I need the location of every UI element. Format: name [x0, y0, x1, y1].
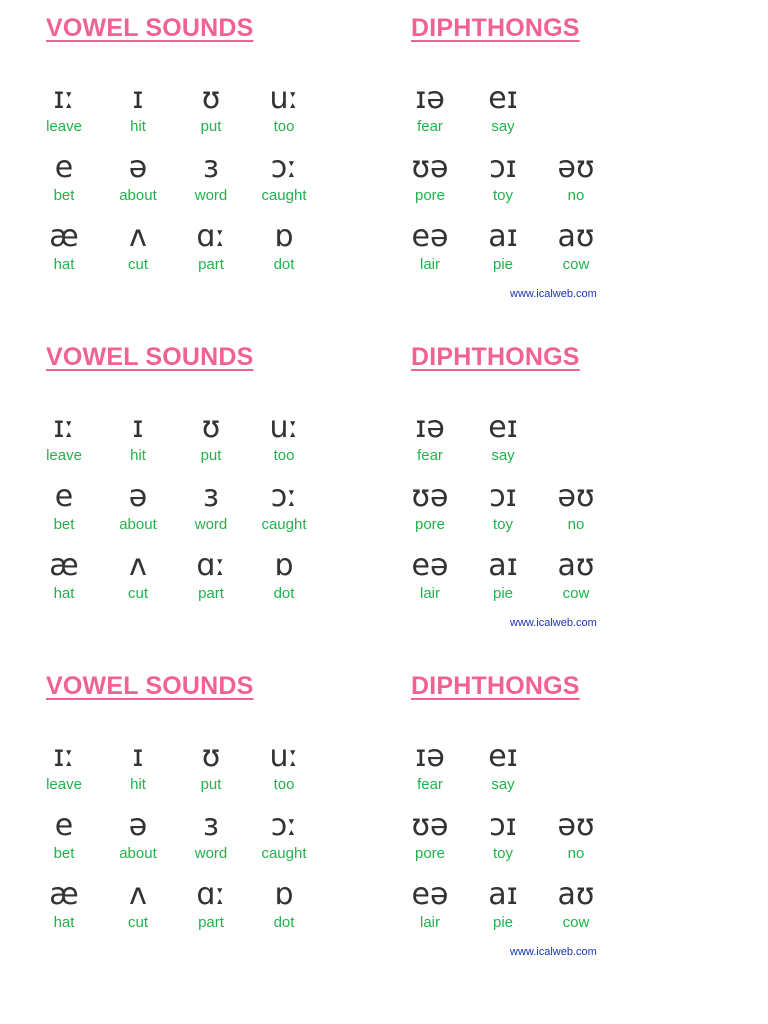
- example-word: dot: [273, 256, 295, 273]
- vowel-cell: [96, 411, 180, 471]
- ipa-symbol: ə: [128, 479, 148, 514]
- ipa-symbol: aʊ: [557, 877, 595, 912]
- example-word: lair: [419, 914, 440, 931]
- example-word: hit: [130, 447, 146, 464]
- ipa-symbol: ʊə: [411, 479, 449, 514]
- example-word: cut: [127, 914, 148, 931]
- example-word: hat: [53, 585, 75, 602]
- diphthongs-heading: DIPHTHONGS: [411, 672, 580, 700]
- vowel-cell: [169, 549, 253, 609]
- ipa-symbol: ɑː: [196, 219, 226, 254]
- diphthongs-heading: DIPHTHONGS: [411, 343, 580, 371]
- vowel-cell: [22, 549, 106, 609]
- ipa-symbol: ɪː: [53, 81, 75, 116]
- ipa-symbol: ɜ: [203, 808, 219, 843]
- ipa-symbol: ɒ: [274, 877, 294, 912]
- diphthong-cell: [388, 878, 472, 938]
- ipa-symbol: ə: [128, 150, 148, 185]
- vowel-sounds-heading: VOWEL SOUNDS: [46, 343, 254, 371]
- vowel-cell: [169, 809, 253, 869]
- example-word: toy: [492, 187, 513, 204]
- vowel-sounds-heading: VOWEL SOUNDS: [46, 14, 254, 42]
- vowel-sounds-heading: VOWEL SOUNDS: [46, 672, 254, 700]
- diphthong-cell: [534, 809, 618, 869]
- example-word: cow: [562, 585, 590, 602]
- diphthong-cell: [534, 220, 618, 280]
- diphthong-cell: [534, 151, 618, 211]
- vowel-cell: [96, 220, 180, 280]
- website-url-link[interactable]: www.icalweb.com: [510, 946, 597, 958]
- example-word: caught: [261, 845, 307, 862]
- ipa-symbol: ɒ: [274, 548, 294, 583]
- vowel-cell: [96, 82, 180, 142]
- example-word: about: [119, 516, 157, 533]
- example-word: word: [194, 187, 228, 204]
- diphthong-cell: [388, 480, 472, 540]
- vowel-cell: [22, 809, 106, 869]
- example-word: no: [567, 516, 585, 533]
- example-word: dot: [273, 585, 295, 602]
- example-word: part: [198, 914, 224, 931]
- example-word: pie: [492, 914, 514, 931]
- ipa-symbol: e: [54, 479, 74, 514]
- diphthong-cell: [461, 220, 545, 280]
- vowel-cell: [242, 82, 326, 142]
- diphthong-cell: [461, 809, 545, 869]
- example-word: fear: [417, 447, 443, 464]
- diphthong-cell: [388, 220, 472, 280]
- example-word: leave: [46, 776, 82, 793]
- ipa-symbol: uː: [269, 81, 299, 116]
- ipa-symbol: ʌ: [129, 548, 147, 583]
- vowel-cell: [22, 82, 106, 142]
- ipa-symbol: ɔː: [270, 479, 298, 514]
- example-word: hat: [53, 256, 75, 273]
- example-word: part: [198, 585, 224, 602]
- diphthong-cell: [461, 740, 545, 800]
- ipa-symbol: ɔɪ: [489, 479, 517, 514]
- ipa-symbol: eɪ: [488, 81, 518, 116]
- diphthong-cell: [461, 878, 545, 938]
- example-word: fear: [417, 118, 443, 135]
- example-word: bet: [53, 187, 75, 204]
- vowel-cell: [22, 411, 106, 471]
- ipa-symbol: ɔɪ: [489, 808, 517, 843]
- vowel-cell: [22, 878, 106, 938]
- diphthong-cell: [388, 82, 472, 142]
- ipa-symbol: ʌ: [129, 877, 147, 912]
- vowel-cell: [169, 480, 253, 540]
- vowel-cell: [96, 878, 180, 938]
- example-word: hat: [53, 914, 75, 931]
- diphthong-cell: [461, 549, 545, 609]
- ipa-symbol: əʊ: [557, 150, 595, 185]
- diphthong-cell: [461, 151, 545, 211]
- diphthong-cell: [388, 809, 472, 869]
- diphthong-cell: [461, 480, 545, 540]
- example-word: pore: [414, 845, 446, 862]
- ipa-symbol: e: [54, 808, 74, 843]
- vowel-cell: [22, 740, 106, 800]
- diphthong-cell: [388, 740, 472, 800]
- example-word: word: [194, 516, 228, 533]
- ipa-symbol: ʊə: [411, 150, 449, 185]
- ipa-symbol: eɪ: [488, 739, 518, 774]
- example-word: cut: [127, 585, 148, 602]
- example-word: put: [200, 118, 222, 135]
- ipa-symbol: eə: [411, 548, 449, 583]
- vowel-cell: [242, 549, 326, 609]
- vowel-cell: [242, 151, 326, 211]
- example-word: put: [200, 447, 222, 464]
- example-word: cut: [127, 256, 148, 273]
- phonetic-block: [0, 329, 768, 659]
- ipa-symbol: ɪə: [415, 739, 445, 774]
- ipa-symbol: ɒ: [274, 219, 294, 254]
- diphthong-cell: [461, 82, 545, 142]
- vowel-cell: [169, 740, 253, 800]
- ipa-symbol: ɔː: [270, 150, 298, 185]
- example-word: pie: [492, 256, 514, 273]
- diphthongs-heading: DIPHTHONGS: [411, 14, 580, 42]
- vowel-cell: [96, 740, 180, 800]
- example-word: say: [491, 447, 515, 464]
- example-word: bet: [53, 845, 75, 862]
- phonetic-block: [0, 0, 768, 330]
- vowel-cell: [242, 411, 326, 471]
- ipa-symbol: ɪː: [53, 410, 75, 445]
- diphthong-cell: [388, 151, 472, 211]
- example-word: part: [198, 256, 224, 273]
- example-word: about: [119, 845, 157, 862]
- example-word: word: [194, 845, 228, 862]
- vowel-cell: [242, 220, 326, 280]
- ipa-symbol: əʊ: [557, 808, 595, 843]
- example-word: cow: [562, 256, 590, 273]
- diphthong-cell: [534, 549, 618, 609]
- ipa-symbol: əʊ: [557, 479, 595, 514]
- example-word: put: [200, 776, 222, 793]
- vowel-cell: [96, 151, 180, 211]
- vowel-cell: [22, 480, 106, 540]
- ipa-symbol: ʌ: [129, 219, 147, 254]
- vowel-cell: [169, 220, 253, 280]
- vowel-cell: [22, 220, 106, 280]
- ipa-symbol: uː: [269, 410, 299, 445]
- ipa-symbol: aʊ: [557, 548, 595, 583]
- vowel-cell: [169, 82, 253, 142]
- ipa-symbol: aɪ: [488, 548, 518, 583]
- ipa-symbol: ɔː: [270, 808, 298, 843]
- vowel-cell: [242, 480, 326, 540]
- ipa-symbol: ɑː: [196, 548, 226, 583]
- ipa-symbol: aʊ: [557, 219, 595, 254]
- vowel-cell: [242, 878, 326, 938]
- ipa-symbol: ɪə: [415, 410, 445, 445]
- ipa-symbol: eɪ: [488, 410, 518, 445]
- example-word: say: [491, 776, 515, 793]
- ipa-symbol: aɪ: [488, 219, 518, 254]
- example-word: no: [567, 845, 585, 862]
- ipa-symbol: eə: [411, 877, 449, 912]
- vowel-cell: [169, 878, 253, 938]
- example-word: say: [491, 118, 515, 135]
- example-word: toy: [492, 845, 513, 862]
- vowel-cell: [169, 411, 253, 471]
- vowel-cell: [169, 151, 253, 211]
- ipa-symbol: ɪː: [53, 739, 75, 774]
- example-word: fear: [417, 776, 443, 793]
- website-url-link[interactable]: www.icalweb.com: [510, 617, 597, 629]
- example-word: lair: [419, 585, 440, 602]
- example-word: pore: [414, 187, 446, 204]
- example-word: leave: [46, 447, 82, 464]
- example-word: pore: [414, 516, 446, 533]
- example-word: pie: [492, 585, 514, 602]
- website-url-link[interactable]: www.icalweb.com: [510, 288, 597, 300]
- vowel-cell: [96, 549, 180, 609]
- ipa-symbol: ʊ: [201, 739, 221, 774]
- ipa-symbol: ɪə: [415, 81, 445, 116]
- example-word: caught: [261, 516, 307, 533]
- ipa-symbol: ʊ: [201, 410, 221, 445]
- example-word: lair: [419, 256, 440, 273]
- diphthong-cell: [534, 480, 618, 540]
- vowel-cell: [22, 151, 106, 211]
- example-word: too: [273, 776, 295, 793]
- vowel-cell: [242, 740, 326, 800]
- example-word: toy: [492, 516, 513, 533]
- ipa-symbol: ɪ: [132, 739, 144, 774]
- ipa-symbol: ɜ: [203, 150, 219, 185]
- ipa-symbol: ə: [128, 808, 148, 843]
- example-word: hit: [130, 118, 146, 135]
- example-word: cow: [562, 914, 590, 931]
- ipa-symbol: æ: [49, 219, 79, 254]
- vowel-cell: [96, 480, 180, 540]
- vowel-cell: [242, 809, 326, 869]
- example-word: too: [273, 447, 295, 464]
- example-word: dot: [273, 914, 295, 931]
- ipa-symbol: ɪ: [132, 410, 144, 445]
- example-word: about: [119, 187, 157, 204]
- diphthong-cell: [388, 549, 472, 609]
- ipa-symbol: uː: [269, 739, 299, 774]
- ipa-symbol: ɪ: [132, 81, 144, 116]
- ipa-symbol: ɑː: [196, 877, 226, 912]
- example-word: hit: [130, 776, 146, 793]
- ipa-symbol: ʊə: [411, 808, 449, 843]
- ipa-symbol: e: [54, 150, 74, 185]
- ipa-symbol: ɔɪ: [489, 150, 517, 185]
- phonetic-block: [0, 658, 768, 988]
- diphthong-cell: [461, 411, 545, 471]
- ipa-symbol: aɪ: [488, 877, 518, 912]
- example-word: bet: [53, 516, 75, 533]
- diphthong-cell: [388, 411, 472, 471]
- ipa-symbol: ɜ: [203, 479, 219, 514]
- example-word: caught: [261, 187, 307, 204]
- example-word: too: [273, 118, 295, 135]
- ipa-symbol: æ: [49, 548, 79, 583]
- example-word: no: [567, 187, 585, 204]
- ipa-symbol: eə: [411, 219, 449, 254]
- diphthong-cell: [534, 878, 618, 938]
- example-word: leave: [46, 118, 82, 135]
- ipa-symbol: ʊ: [201, 81, 221, 116]
- ipa-symbol: æ: [49, 877, 79, 912]
- vowel-cell: [96, 809, 180, 869]
